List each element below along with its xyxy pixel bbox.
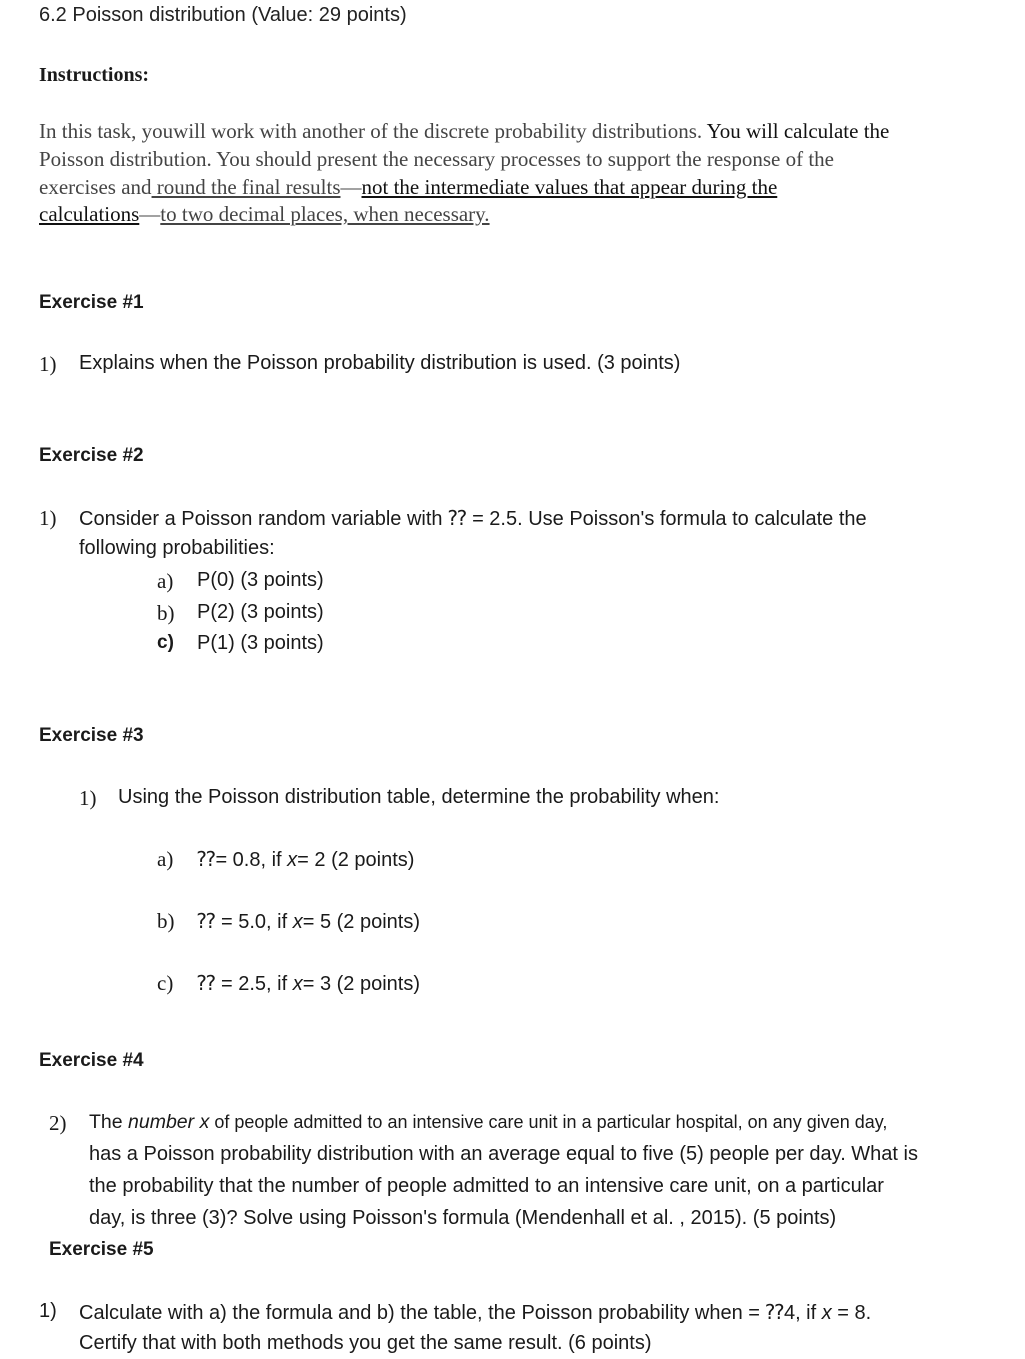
instructions-line-3c: — [340, 175, 362, 199]
exercise-3-item-post: = 3 (2 points) [302, 973, 420, 995]
exercise-5-line-1-var: x [821, 1302, 832, 1324]
exercise-4-number: 2) [49, 1111, 67, 1135]
exercise-3-item-text [197, 971, 420, 996]
exercise-3-item-letter: a) [157, 847, 174, 871]
exercise-2-question-line-1: Consider a Poisson random variable with ⁇ = 2.5. Use Poisson's formula to calculate the [79, 508, 867, 530]
exercise-3-item-letter: b) [157, 909, 175, 933]
instructions-line-4c: to two decimal places, when necessary. [160, 202, 490, 226]
instructions-line-1 [39, 117, 889, 145]
exercise-1-number: 1) [39, 352, 57, 376]
exercise-1-question: Explains when the Poisson probability distribution is used. (3 points) [79, 352, 681, 374]
exercise-2-item-letter: a) [157, 569, 174, 593]
exercise-5-line-1 [79, 1300, 871, 1325]
exercise-2-number: 1) [39, 506, 57, 530]
exercise-3-heading: Exercise #3 [39, 725, 144, 746]
exercise-2-item-letter: b) [157, 601, 175, 625]
exercise-5-number: 1) [39, 1300, 57, 1322]
instructions-line-3d: not the intermediate values that appear during the [361, 175, 778, 199]
instructions-line-3b: round the final results [151, 175, 341, 199]
instructions-line-4b: — [139, 202, 161, 226]
exercise-4-line-1c: of people admitted to an intensive care unit in a particular hospital, on any given day, [209, 1112, 888, 1132]
exercise-4-line-1 [89, 1111, 887, 1134]
instructions-line-1a: In this task, youwill work with another of the discrete probability distributions. [39, 119, 707, 143]
exercise-3-item-var: x [292, 911, 303, 933]
exercise-3-item-text [197, 847, 414, 872]
exercise-5-line-1b: = 8. [831, 1302, 872, 1324]
instructions-line-3a: exercises and [39, 175, 152, 199]
instructions-heading: Instructions: [39, 64, 150, 86]
exercise-4-line-1a: The [89, 1111, 129, 1133]
exercise-2-item-letter: c) [157, 632, 174, 653]
exercise-1-heading: Exercise #1 [39, 292, 144, 313]
exercise-3-number: 1) [79, 786, 97, 810]
exercise-2-item-text: P(1) (3 points) [197, 632, 324, 654]
exercise-4-heading: Exercise #4 [39, 1050, 144, 1071]
instructions-line-4a: calculations [39, 202, 140, 226]
exercise-2-heading: Exercise #2 [39, 445, 144, 466]
page-title: 6.2 Poisson distribution (Value: 29 points) [39, 4, 407, 26]
exercise-3-item-pre: ⁇= 0.8, if [197, 849, 288, 871]
exercise-5-line-2: Certify that with both methods you get the same result. (6 points) [79, 1332, 652, 1354]
exercise-5-line-1a: Calculate with a) the formula and b) the table, the Poisson probability when = ⁇4, if [79, 1302, 822, 1324]
exercise-3-item-post: = 5 (2 points) [302, 911, 420, 933]
instructions-line-3 [39, 173, 777, 201]
exercise-2-question-line-2: following probabilities: [79, 537, 275, 559]
exercise-3-item-var: x [287, 849, 298, 871]
exercise-4-line-3: the probability that the number of people admitted to an intensive care unit, on a particular [89, 1175, 884, 1197]
exercise-3-item-letter: c) [157, 971, 174, 995]
exercise-2-item-text: P(0) (3 points) [197, 569, 324, 591]
exercise-5-heading: Exercise #5 [49, 1239, 154, 1260]
exercise-3-item-pre: ⁇ = 2.5, if [197, 973, 293, 995]
exercise-3-item-text [197, 909, 420, 934]
instructions-line-2: Poisson distribution. You should present the necessary processes to support the response of the [39, 147, 834, 171]
exercise-4-line-4: day, is three (3)? Solve using Poisson's formula (Mendenhall et al. , 2015). (5 points) [89, 1207, 837, 1229]
exercise-2-item-text: P(2) (3 points) [197, 601, 324, 623]
instructions-line-1b: You will calculate the [706, 119, 890, 143]
exercise-3-item-pre: ⁇ = 5.0, if [197, 911, 293, 933]
exercise-3-item-post: = 2 (2 points) [297, 849, 415, 871]
exercise-3-item-var: x [292, 973, 303, 995]
exercise-4-line-1b: number x [128, 1111, 210, 1133]
instructions-line-4 [39, 200, 490, 228]
exercise-4-line-2: has a Poisson probability distribution with an average equal to five (5) people per day. What is [89, 1143, 918, 1165]
exercise-3-question: Using the Poisson distribution table, determine the probability when: [118, 786, 720, 808]
